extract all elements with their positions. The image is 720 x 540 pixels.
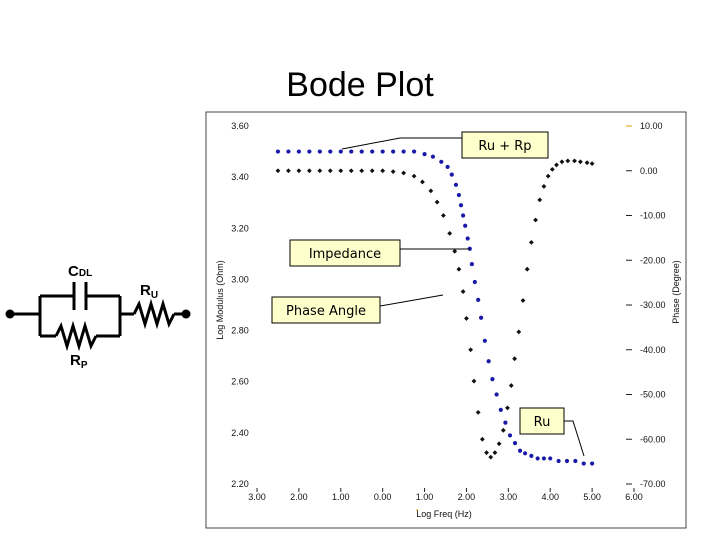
- callout-ru-rp: [342, 132, 548, 158]
- y-tick-label: 3.40: [231, 172, 249, 183]
- ru-label-sub: U: [150, 290, 159, 301]
- resistor-ru-icon: [134, 304, 174, 324]
- x-axis-title: Log Freq (Hz): [416, 509, 472, 519]
- phase-point: [296, 168, 301, 173]
- impedance-point: [459, 203, 463, 207]
- y-tick-label: 2.80: [231, 325, 249, 336]
- callout-phase-angle-text: Phase Angle: [286, 304, 366, 319]
- phase-point: [461, 289, 466, 294]
- impedance-point: [297, 149, 301, 153]
- y-tick-label: 2.20: [231, 479, 249, 489]
- impedance-point: [483, 339, 487, 343]
- callout-impedance: [290, 240, 470, 266]
- impedance-point: [318, 149, 322, 153]
- impedance-point: [523, 451, 527, 455]
- y2-tick-label: -30.00: [640, 300, 666, 310]
- phase-point: [401, 171, 406, 176]
- phase-point: [488, 455, 493, 460]
- impedance-point: [349, 149, 353, 153]
- callout-phase-angle: [272, 295, 443, 323]
- impedance-point: [536, 456, 540, 460]
- y2-tick-label: 0.00: [640, 165, 658, 176]
- impedance-point: [573, 459, 577, 463]
- phase-point: [578, 159, 583, 164]
- phase-point: [560, 159, 565, 164]
- y2-axis-title: Phase (Degree): [671, 260, 681, 324]
- impedance-point: [457, 193, 461, 197]
- rp-label: [70, 352, 88, 371]
- impedance-point: [565, 459, 569, 463]
- impedance-point: [470, 262, 474, 266]
- phase-point: [476, 410, 481, 415]
- ru-label: [140, 282, 158, 301]
- phase-point: [370, 168, 375, 173]
- impedance-point: [370, 149, 374, 153]
- phase-point: [484, 450, 489, 455]
- rp-label-main: R: [70, 352, 81, 369]
- impedance-point: [445, 165, 449, 169]
- y2-tick-label: -10.00: [640, 210, 666, 221]
- x-tick-label: 3.00: [499, 492, 518, 502]
- resistor-rp-icon: [56, 326, 96, 346]
- impedance-point: [461, 213, 465, 217]
- x-tick-label: 2.00: [290, 492, 308, 502]
- phase-point: [349, 168, 354, 173]
- impedance-point: [582, 461, 586, 465]
- callout-phase-angle-pointer: [380, 295, 443, 306]
- x-tick-label: 5.00: [583, 492, 601, 502]
- callout-ru-text: Ru: [533, 415, 551, 430]
- phase-point: [380, 168, 385, 173]
- impedance-point: [439, 160, 443, 164]
- phase-point: [480, 437, 485, 442]
- cdl-label-sub: DL: [78, 268, 93, 279]
- impedance-point: [518, 449, 522, 453]
- phase-point: [447, 231, 452, 236]
- impedance-point: [431, 155, 435, 159]
- phase-point: [550, 167, 555, 172]
- phase-point: [328, 168, 333, 173]
- impedance-point: [495, 392, 499, 396]
- phase-point: [565, 159, 570, 164]
- phase-point: [468, 347, 473, 352]
- y2-tick-label: 10.00: [640, 121, 663, 131]
- x-tick-label: 6.00: [625, 492, 643, 502]
- impedance-point: [490, 377, 494, 381]
- phase-point: [452, 249, 457, 254]
- phase-point: [338, 168, 343, 173]
- phase-point: [554, 163, 559, 168]
- x-axis: [248, 488, 643, 502]
- phase-point: [521, 298, 526, 303]
- y2-tick-label: -20.00: [640, 255, 666, 266]
- x-tick-label: 3.00: [248, 492, 266, 502]
- y-tick-label: 2.60: [231, 376, 249, 387]
- phase-point: [286, 168, 291, 173]
- terminal-right-icon: [182, 310, 191, 319]
- callout-ru-pointer: [564, 421, 584, 456]
- phase-point: [529, 240, 534, 245]
- phase-point: [441, 213, 446, 218]
- phase-point: [585, 160, 590, 165]
- phase-point: [572, 159, 577, 164]
- y-tick-label: 3.60: [231, 121, 249, 131]
- terminal-left-icon: [6, 310, 15, 319]
- impedance-point: [276, 149, 280, 153]
- impedance-point: [508, 433, 512, 437]
- impedance-point: [339, 149, 343, 153]
- callout-ru-rp-text: Ru + Rp: [478, 139, 532, 154]
- impedance-point: [412, 149, 416, 153]
- ru-label-main: R: [140, 282, 151, 299]
- phase-point: [435, 200, 440, 205]
- impedance-point: [499, 408, 503, 412]
- circuit-diagram: [10, 282, 186, 346]
- phase-point: [516, 329, 521, 334]
- impedance-point: [286, 149, 290, 153]
- phase-point: [391, 169, 396, 174]
- phase-point: [428, 188, 433, 193]
- phase-point: [497, 441, 502, 446]
- rp-label-sub: P: [80, 360, 88, 371]
- phase-point: [537, 197, 542, 202]
- impedance-point: [450, 172, 454, 176]
- x-tick-label: 1.00: [415, 492, 434, 502]
- impedance-point: [463, 224, 467, 228]
- impedance-point: [503, 421, 507, 425]
- phase-point: [464, 316, 469, 321]
- phase-point: [457, 267, 462, 272]
- impedance-point: [479, 316, 483, 320]
- y2-tick-label: -40.00: [640, 344, 666, 355]
- phase-point: [501, 428, 506, 433]
- impedance-point: [402, 149, 406, 153]
- cdl-label-main: C: [68, 263, 79, 280]
- impedance-point: [391, 149, 395, 153]
- phase-point: [512, 356, 517, 361]
- impedance-point: [529, 454, 533, 458]
- impedance-point: [557, 459, 561, 463]
- impedance-point: [542, 456, 546, 460]
- y2-tick-label: -60.00: [640, 434, 666, 445]
- impedance-point: [466, 236, 470, 240]
- callout-impedance-text: Impedance: [308, 247, 382, 262]
- impedance-point: [422, 152, 426, 156]
- impedance-point: [476, 298, 480, 302]
- impedance-point: [360, 149, 364, 153]
- phase-point: [276, 168, 281, 173]
- phase-point: [493, 450, 498, 455]
- phase-point: [307, 168, 312, 173]
- phase-point: [590, 161, 595, 166]
- y-tick-label: 2.40: [231, 427, 249, 438]
- impedance-point: [513, 441, 517, 445]
- phase-point: [533, 218, 538, 223]
- y-tick-label: 3.20: [231, 223, 249, 234]
- phase-point: [472, 379, 477, 384]
- impedance-point: [381, 149, 385, 153]
- y-axis: [231, 121, 249, 489]
- callout-ru-rp-pointer: [342, 138, 462, 149]
- phase-point: [420, 180, 425, 185]
- phase-point: [359, 168, 364, 173]
- phase-point: [542, 184, 547, 189]
- x-tick-label: 0.00: [373, 492, 392, 502]
- phase-point: [509, 383, 514, 388]
- y2-tick-label: -50.00: [640, 389, 666, 400]
- y-tick-label: 3.00: [231, 274, 249, 285]
- impedance-point: [454, 183, 458, 187]
- phase-point: [317, 168, 322, 173]
- phase-point: [412, 174, 417, 179]
- x-tick-label: 4.00: [541, 492, 559, 502]
- x-tick-label: 2.00: [457, 492, 476, 502]
- y2-tick-label: -70.00: [640, 479, 666, 489]
- y2-axis: [626, 121, 666, 489]
- y-axis-title: Log Modulus (Ohm): [215, 260, 225, 340]
- impedance-point: [548, 456, 552, 460]
- phase-point: [505, 406, 510, 411]
- slide-title: Bode Plot: [286, 66, 434, 104]
- impedance-point: [473, 280, 477, 284]
- phase-point: [525, 267, 530, 272]
- impedance-point: [487, 359, 491, 363]
- callout-ru: [520, 408, 584, 456]
- impedance-point: [307, 149, 311, 153]
- impedance-point: [590, 461, 594, 465]
- impedance-point: [328, 149, 332, 153]
- cdl-label: [68, 263, 92, 280]
- x-tick-label: 1.00: [332, 492, 350, 502]
- phase-point: [546, 174, 551, 179]
